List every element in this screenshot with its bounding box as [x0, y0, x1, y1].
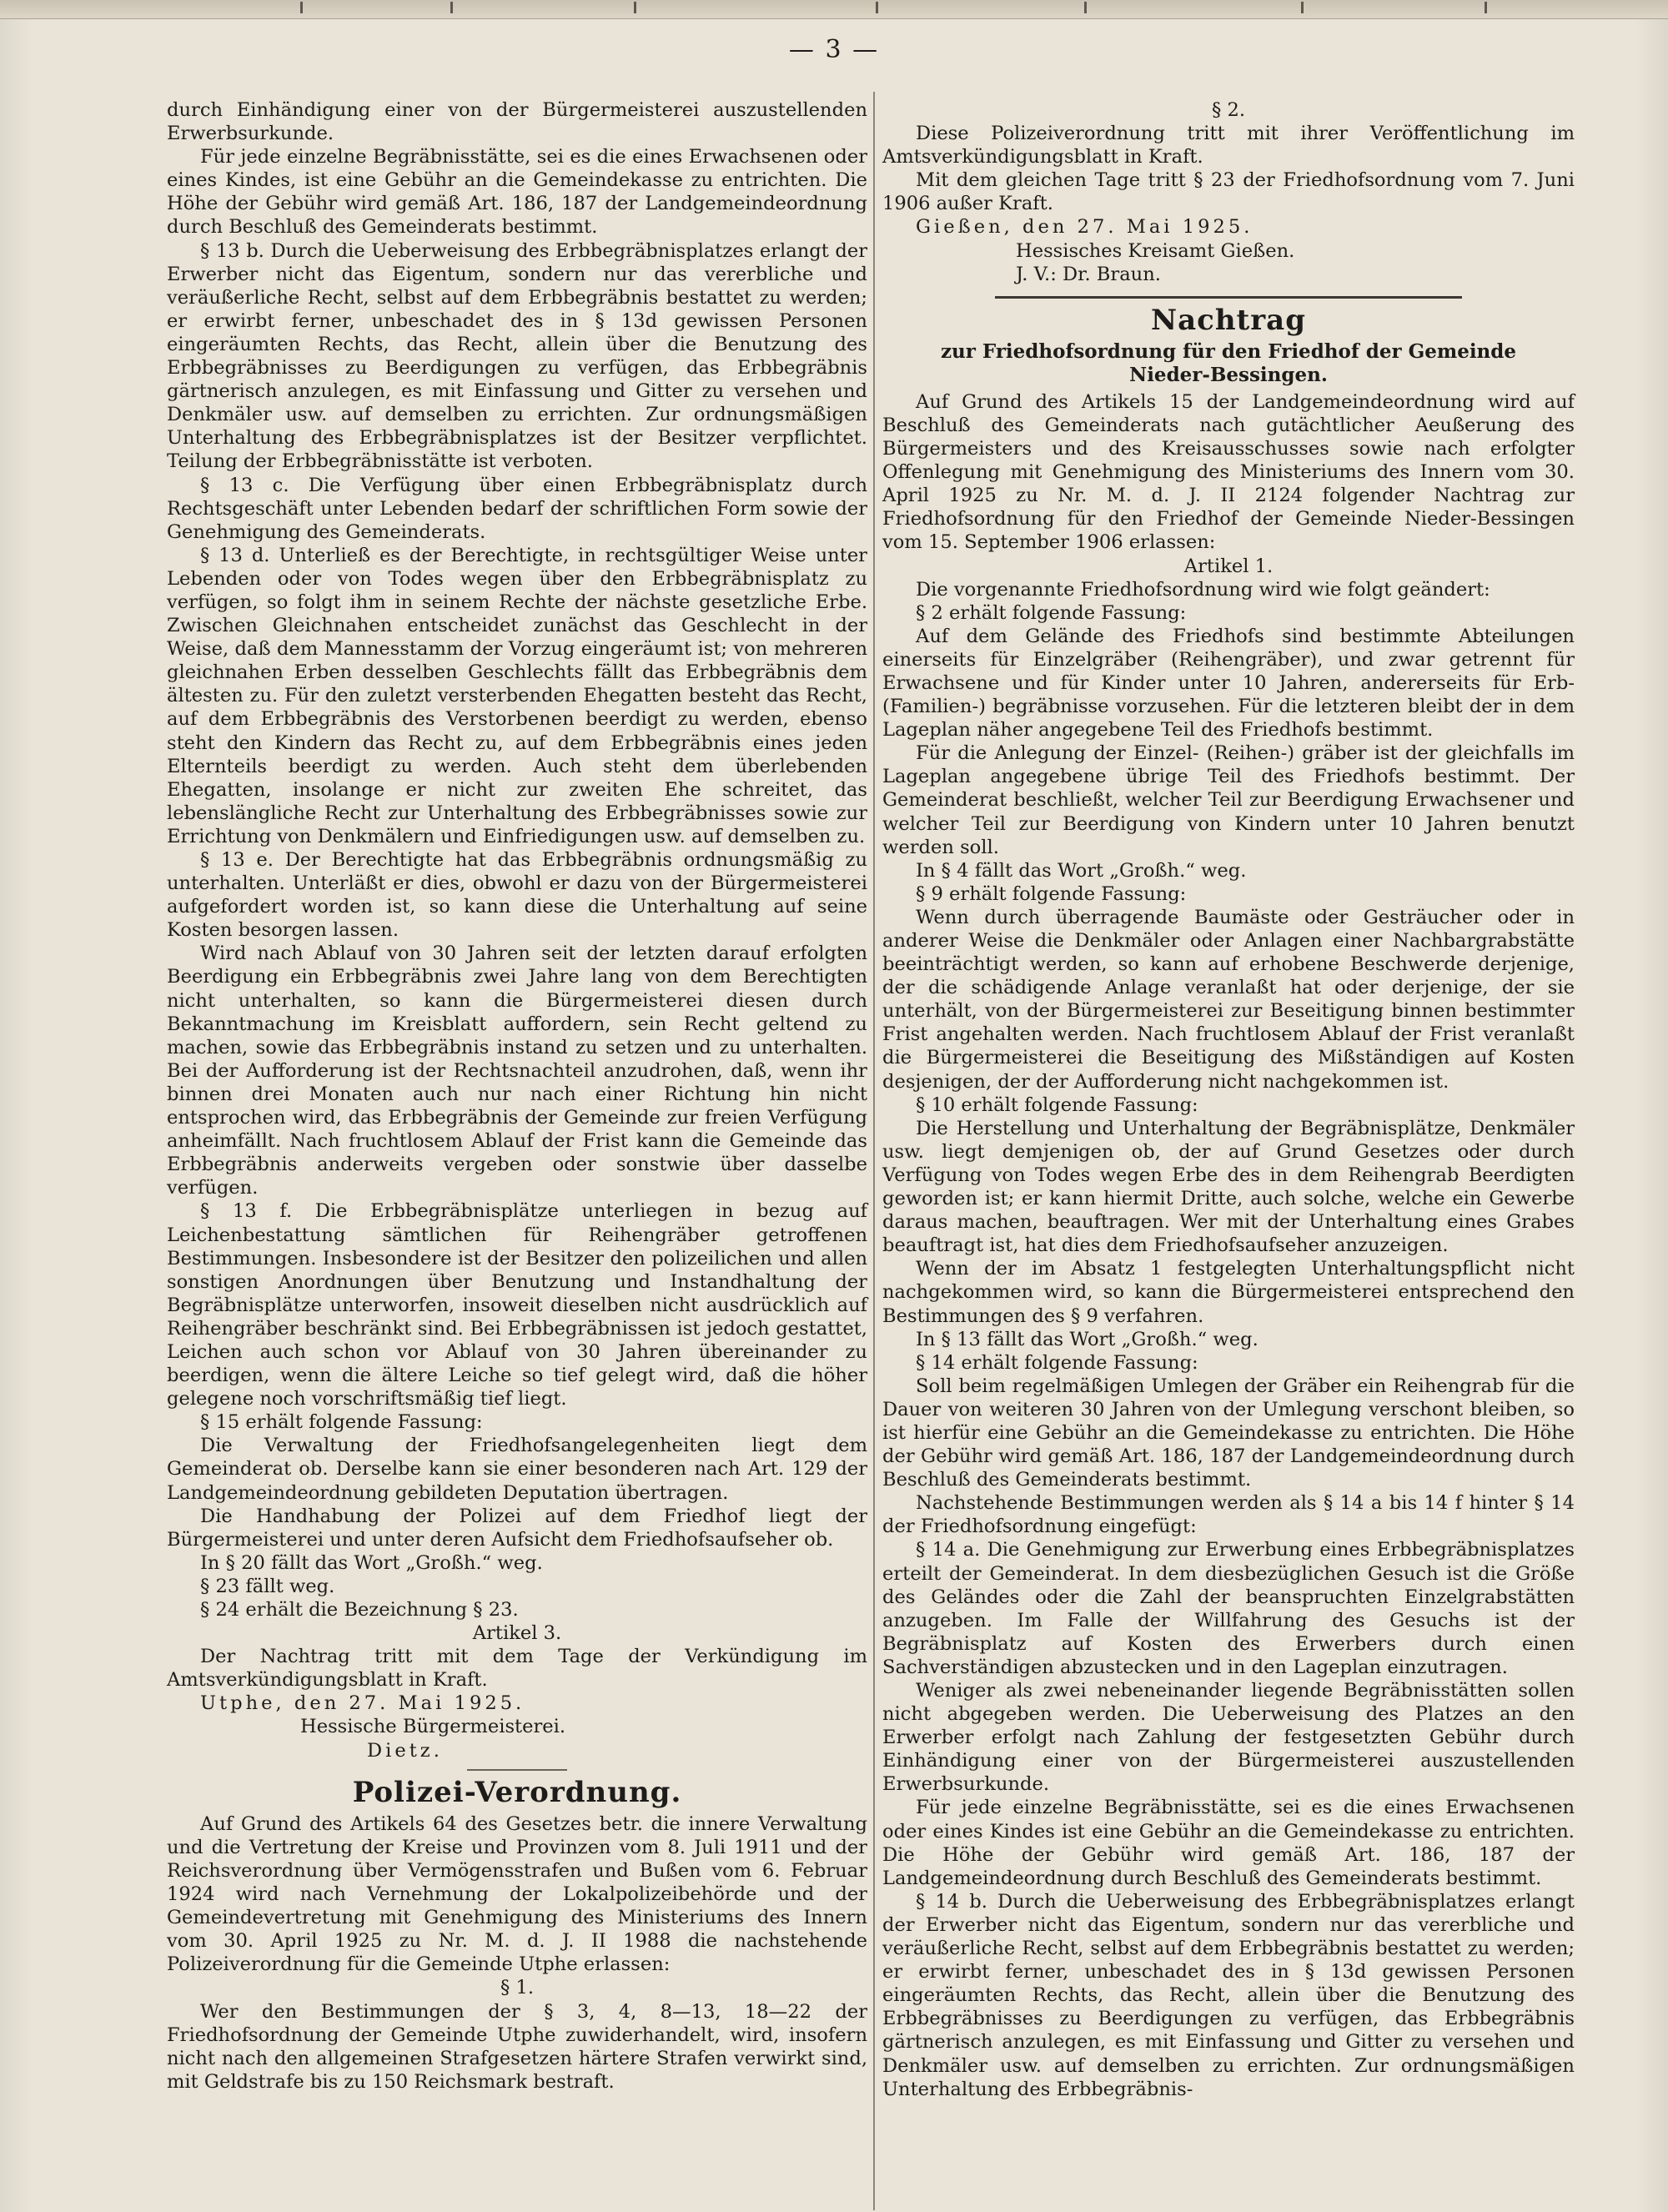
paragraph: Mit dem gleichen Tage tritt § 23 der Friedhofsordnung vom 7. Juni 1906 außer Kraft. [882, 169, 1575, 215]
paragraph: Auf Grund des Artikels 64 des Gesetzes betr. die innere Verwaltung und die Vertretung der Kreise und Provinzen vom 8. Juli 1911 und der Reichsverordnung über Vermögensstrafen und Bußen vom 6. Februar 1924 wird nach Vernehmung der Lokalpolizeibehörde und der Gemeindevertretung mit Genehmigung des Ministeriums des Innern vom 30. April 1925 zu Nr. M. d. J. II 1988 die nachstehende Polizeiverordnung für die Gemeinde Utphe erlassen: [167, 1812, 867, 1976]
paragraph: § 2 erhält folgende Fassung: [916, 601, 1187, 624]
section-heading: Polizei-Verordnung. [352, 1775, 682, 1809]
paragraph: In § 13 fällt das Wort „Großh.“ weg. [916, 1328, 1259, 1350]
section-subheading: Nieder-Bessingen. [1129, 363, 1328, 386]
article-heading: Artikel 1. [1183, 555, 1274, 577]
paragraph: § 14 erhält folgende Fassung: [916, 1351, 1198, 1374]
paragraph-13c: § 13 c. Die Verfügung über einen Erbbegräbnisplatz durch Rechtsgeschäft unter Lebenden bedarf der schriftlichen Form sowie der Genehmigung des Gemeinderats. [167, 474, 867, 543]
paragraph: Weniger als zwei nebeneinander liegende Begräbnisstätten sollen nicht abgegeben werden. Die Ueberweisung des Platzes an den Erwerber erfolgt nach Zahlung der festgesetzten Gebühr durch Einhändigung einer von der Bürgermeisterei auszustellenden Erwerbsurkunde. [882, 1680, 1575, 1796]
signature-place-date: Utphe, den 27. Mai 1925. [200, 1692, 525, 1715]
section-heading: Nachtrag [1151, 303, 1306, 337]
paragraph-14b: § 14 b. Durch die Ueberweisung des Erbbegräbnisplatzes erlangt der Erwerber nicht das Eigentum, sondern nur das vererbliche und veräußerliche Recht, selbst auf dem Erbbegräbnis bestattet zu werden; er erwirbt ferner, unbeschadet des in § 13d gewissen Personen eingeräumten Rechts, das Recht, allein über die Benutzung des Erbbegräbnisses zu Beerdigungen zu verfügen, das Erbbegräbnis gärtnerisch anzulegen, es mit Einfassung und Gitter zu versehen und Denkmäler usw. auf demselben zu errichten. Zur ordnungsmäßigen Unterhaltung des Erbbegräbnis- [882, 1890, 1575, 2100]
page-number: — 3 — [788, 35, 880, 64]
section-rule [467, 1769, 567, 1771]
column-divider [873, 92, 875, 2210]
paragraph: § 24 erhält die Bezeichnung § 23. [200, 1599, 519, 1621]
paragraph: Auf dem Gelände des Friedhofs sind bestimmte Abteilungen einerseits für Einzelgräber (Reihengräber), und zwar getrennt für Erwachsene und für Kinder unter 10 Jahren, andererseits für Erb- (Familien-) begräbnisse vorzusehen. Für die letzteren bleibt der in dem Lageplan näher angegebene Teil des Friedhofs bestimmt. [882, 625, 1575, 742]
paragraph: Nachstehende Bestimmungen werden als § 14 a bis 14 f hinter § 14 der Friedhofsordnung eingefügt: [882, 1492, 1575, 1538]
paragraph-13b: § 13 b. Durch die Ueberweisung des Erbbegräbnisplatzes erlangt der Erwerber nicht das Eigentum, sondern nur das vererbliche und veräußerliche Recht, selbst auf dem Erbbegräbnis bestattet zu werden; er erwirbt ferner, unbeschadet des in § 13d gewissen Personen eingeräumten Rechts, das Recht, allein über die Benutzung des Erbbegräbnisses zu Beerdigungen zu verfügen, das Erbbegräbnis gärtnerisch anzulegen, es mit Einfassung und Gitter zu versehen und Denkmäler usw. auf demselben zu errichten. Zur ordnungsmäßigen Unterhaltung des Erbbegräbnisplatzes ist der Besitzer verpflichtet. Teilung der Erbbegräbnisstätte ist verboten. [167, 239, 867, 473]
paragraph: Wenn durch überragende Baumäste oder Gesträucher oder in anderer Weise die Denkmäler oder Anlagen einer Nachbargrabstätte beeinträchtigt werden, so kann auf erhobene Beschwerde derjenige, der die schädigende Anlage veranlaßt hat oder derjenige, der sie unterhält, von der Bürgermeisterei zur Beseitigung binnen bestimmter Frist angehalten werden. Nach fruchtlosem Ablauf der Frist veranlaßt die Bürgermeisterei die Beseitigung des Mißständigen auf Kosten desjenigen, der der Aufforderung nicht nachgekommen ist. [882, 906, 1575, 1093]
right-column [882, 98, 1575, 2101]
paragraph-14a: § 14 a. Die Genehmigung zur Erwerbung eines Erbbegräbnisplatzes erteilt der Gemeinderat. In dem diesbezüglichen Gesuch ist die Größe des Geländes oder die Zahl der beanspruchten Einzelgrabstätten anzugeben. Im Falle der Willfahrung des Gesuchs ist der Begräbnisplatz auf Kosten des Erwerbers durch einen Sachverständigen abzustecken und in den Lageplan einzutragen. [882, 1539, 1575, 1678]
paragraph-15: § 15 erhält folgende Fassung: [200, 1411, 483, 1434]
paragraph: In § 20 fällt das Wort „Großh.“ weg. [200, 1551, 543, 1574]
paragraph: Der Nachtrag tritt mit dem Tage der Verkündigung im Amtsverkündigungsblatt in Kraft. [167, 1646, 867, 1692]
paragraph: Wird nach Ablauf von 30 Jahren seit der letzten darauf erfolgten Beerdigung ein Erbbegräbnis zwei Jahre lang von dem Berechtigten nicht unterhalten, so kann die Bürgermeisterei diesen durch Bekanntmachung im Kreisblatt auffordern, sein Recht geltend zu machen, sowie das Erbbegräbnis instand zu setzen und zu unterhalten. Bei der Aufforderung ist der Rechtsnachteil anzudrohen, daß, wenn ihr binnen drei Monaten auch nur nach einer Richtung hin nicht entsprochen wird, das Erbbegräbnis der Gemeinde zur freien Verfügung anheimfällt. Nach fruchtlosem Ablauf der Frist kann die Gemeinde das Erbbegräbnis anderweits vergeben oder sonstwie über dasselbe verfügen. [167, 943, 867, 1199]
paragraph: Die vorgenannte Friedhofsordnung wird wie folgt geändert: [916, 578, 1490, 601]
paragraph: § 9 erhält folgende Fassung: [916, 882, 1187, 905]
signature-name: Dietz. [367, 1739, 443, 1762]
paragraph: Für die Anlegung der Einzel- (Reihen-) gräber ist der gleichfalls im Lageplan angegebene übrige Teil des Friedhofs bestimmt. Der Gemeinderat beschließt, welcher Teil zur Beerdigung Erwachsener und welcher Teil zur Beerdigung von Kindern unter 10 Jahren benutzt werden soll. [882, 742, 1575, 858]
section-number: § 2. [1211, 99, 1246, 121]
article-heading: Artikel 3. [472, 1622, 562, 1645]
paragraph-13f: § 13 f. Die Erbbegräbnisplätze unterliegen in bezug auf Leichenbestattung sämtlichen für Reihengräber getroffenen Bestimmungen. Insbesondere ist der Besitzer den polizeilichen und allen sonstigen Anordnungen über Benutzung und Instandhaltung der Begräbnisplätze unterworfen, insoweit dieselben nicht ausdrücklich auf Reihengräber beschränkt sind. Bei Erbbegräbnissen ist jedoch gestattet, Leichen auch schon vor Ablauf von 30 Jahren übereinander zu beerdigen, wenn die ältere Leiche so tief gelegt wird, daß die höher gelegene noch vorschriftsmäßig tief liegt. [167, 1200, 867, 1410]
scan-top-edge [0, 0, 1668, 19]
section-subheading: zur Friedhofsordnung für den Friedhof der Gemeinde [940, 339, 1516, 363]
signature-org: Hessisches Kreisamt Gießen. [1016, 239, 1295, 262]
left-column [167, 98, 867, 2094]
paragraph: durch Einhändigung einer von der Bürgermeisterei auszustellenden Erwerbsurkunde. [167, 99, 867, 145]
signature-org: Hessische Bürgermeisterei. [300, 1716, 566, 1738]
paragraph: Auf Grund des Artikels 15 der Landgemeindeordnung wird auf Beschluß des Gemeinderats nach gutächtlicher Aeußerung des Bürgermeisters und des Kreisausschusses sowie nach erfolgter Offenlegung mit Genehmigung des Ministeriums des Innern vom 30. April 1925 zu Nr. M. d. J. II 2124 folgender Nachtrag zur Friedhofsordnung für den Friedhof der Gemeinde Nieder-Bessingen vom 15. September 1906 erlassen: [882, 390, 1575, 554]
paragraph: Die Handhabung der Polizei auf dem Friedhof liegt der Bürgermeisterei und unter deren Aufsicht dem Friedhofsaufseher ob. [167, 1505, 867, 1551]
section-number: § 1. [500, 1977, 535, 1999]
paragraph: § 23 fällt weg. [200, 1575, 335, 1597]
paragraph-13e: § 13 e. Der Berechtigte hat das Erbbegräbnis ordnungsmäßig zu unterhalten. Unterläßt er dies, obwohl er dazu von der Bürgermeisterei aufgefordert worden ist, so kann diese die Unterhaltung auf seine Kosten besorgen lassen. [167, 849, 867, 942]
paragraph: Die Herstellung und Unterhaltung der Begräbnisplätze, Denkmäler usw. liegt demjenigen ob, der auf Grund Gesetzes oder durch Verfügung von Todes wegen Erbe des in dem Reihengrab Beerdigten geworden ist; er kann hiermit Dritte, auch solche, welche ein Gewerbe daraus machen, beauftragen. Wer mit der Unterhaltung eines Grabes beauftragt ist, hat dies dem Friedhofsaufseher anzuzeigen. [882, 1117, 1575, 1257]
paragraph: Die Verwaltung der Friedhofsangelegenheiten liegt dem Gemeinderat ob. Derselbe kann sie einer besonderen nach Art. 129 der Landgemeindeordnung gebildeten Deputation übertragen. [167, 1435, 867, 1504]
paragraph: In § 4 fällt das Wort „Großh.“ weg. [916, 859, 1247, 882]
paragraph: Für jede einzelne Begräbnisstätte, sei es die eines Erwachsenen oder eines Kindes ist eine Gebühr an die Gemeindekasse zu entrichten. Die Höhe der Gebühr wird gemäß Art. 186, 187 der Landgemeindeordnung durch Beschluß des Gemeinderats bestimmt. [882, 1797, 1575, 1889]
paragraph: Soll beim regelmäßigen Umlegen der Gräber ein Reihengrab für die Dauer von weiteren 30 Jahren von der Umlegung verschont bleiben, so ist hierfür eine Gebühr an die Gemeindekasse zu entrichten. Die Höhe der Gebühr wird gemäß Art. 186, 187 der Landgemeindeordnung durch Beschluß des Gemeinderats bestimmt. [882, 1375, 1575, 1491]
paragraph-13d: § 13 d. Unterließ es der Berechtigte, in rechtsgültiger Weise unter Lebenden oder von Todes wegen über den Erbbegräbnisplatz zu verfügen, so folgt ihm in seinem Rechte der nächste gesetzliche Erbe. Zwischen Gleichnahen entscheidet zunächst das Geschlecht in der Weise, daß dem Mannesstamm der Vorzug eingeräumt ist; von mehreren gleichnahen Erben desselben Geschlechts fällt das Erbbegräbnis dem ältesten zu. Für den zuletzt versterbenden Ehegatten besteht das Recht, auf dem Erbbegräbnis des Verstorbenen beerdigt zu werden, ebenso steht den Kindern das Recht zu, auf dem Erbbegräbnis eines jeden Elternteils beerdigt zu werden. Auch steht dem überlebenden Ehegatten, insolange er nicht zur zweiten Ehe schreitet, das lebenslängliche Recht zur Unterhaltung des Erbbegräbnisses sowie zur Errichtung von Denkmälern und Einfriedigungen usw. auf demselben zu. [167, 544, 867, 847]
paragraph: Für jede einzelne Begräbnisstätte, sei es die eines Erwachsenen oder eines Kindes, ist eine Gebühr an die Gemeindekasse zu entrichten. Die Höhe der Gebühr wird gemäß Art. 186, 187 der Landgemeindeordnung durch Beschluß des Gemeinderats bestimmt. [167, 146, 867, 239]
paragraph: Diese Polizeiverordnung tritt mit ihrer Veröffentlichung im Amtsverkündigungsblatt in Kraft. [882, 123, 1575, 168]
signature-name: J. V.: Dr. Braun. [1016, 263, 1161, 285]
signature-place-date: Gießen, den 27. Mai 1925. [916, 216, 1254, 239]
paragraph: Wenn der im Absatz 1 festgelegten Unterhaltungspflicht nicht nachgekommen wird, so kann die Bürgermeisterei entsprechend den Bestimmungen des § 9 verfahren. [882, 1258, 1575, 1327]
section-rule [995, 296, 1462, 299]
paragraph: Wer den Bestimmungen der § 3, 4, 8—13, 18—22 der Friedhofsordnung der Gemeinde Utphe zuwiderhandelt, wird, insofern nicht nach den allgemeinen Strafgesetzen härtere Strafen verwirkt sind, mit Geldstrafe bis zu 150 Reichsmark bestraft. [167, 2000, 867, 2093]
paragraph: § 10 erhält folgende Fassung: [916, 1093, 1198, 1116]
